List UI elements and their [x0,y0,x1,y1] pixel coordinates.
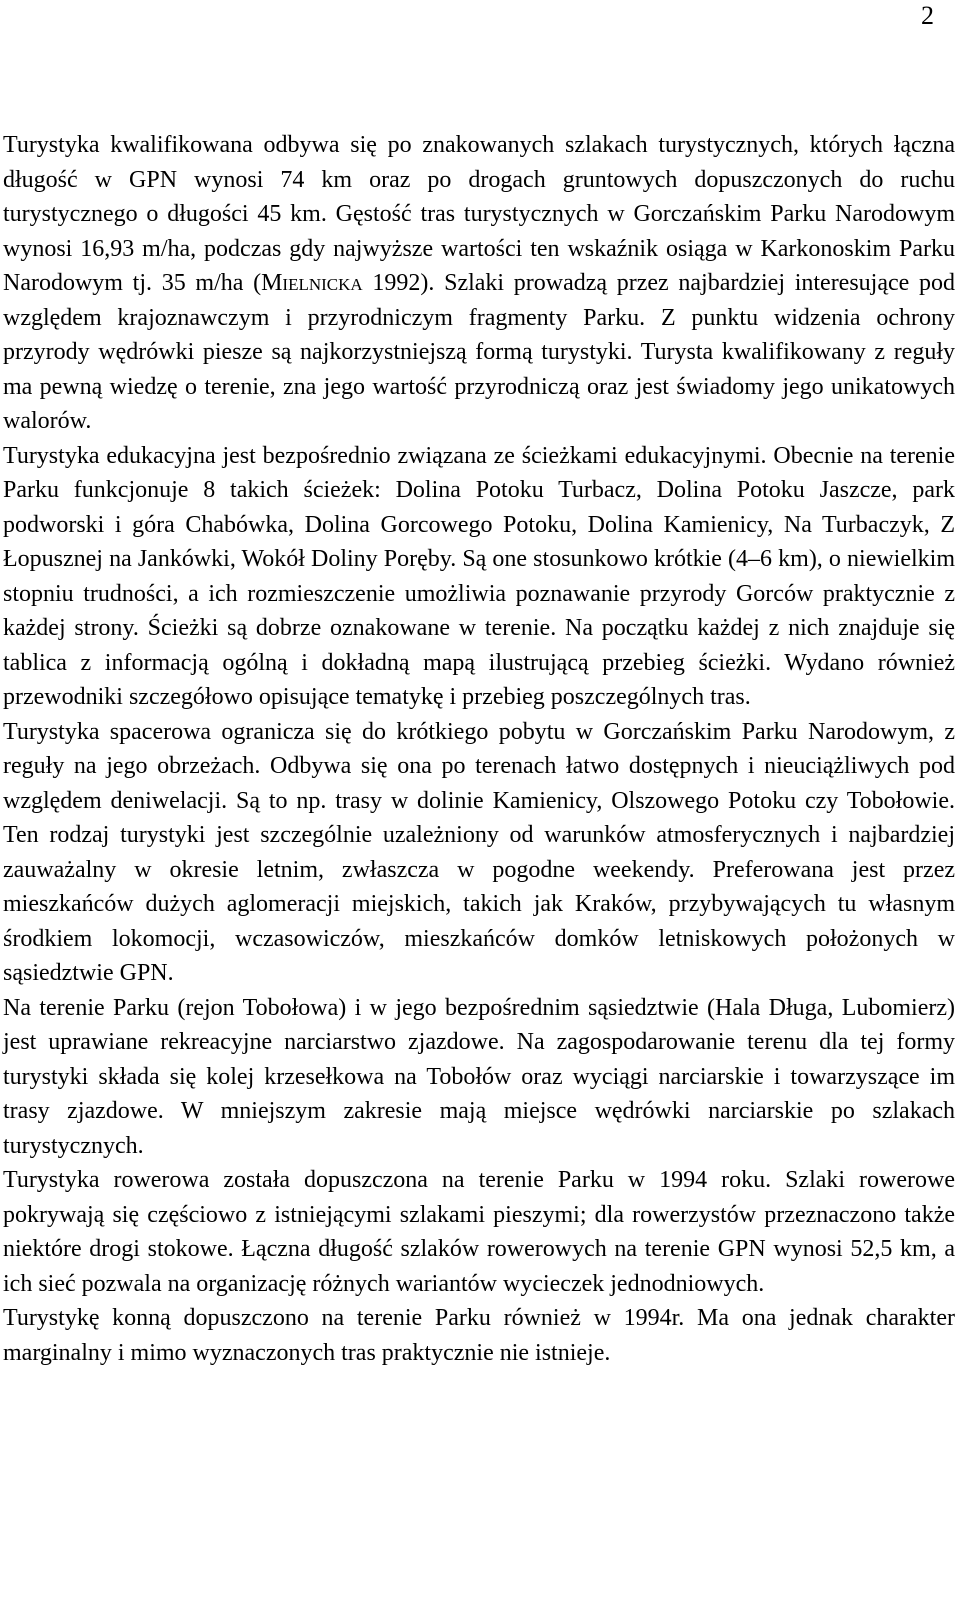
paragraph-ski-tourism: Na terenie Parku (rejon Tobołowa) i w jego bezpośrednim sąsiedztwie (Hala Długa, Lubomierz) jest uprawiane rekreacyjne narciarstwo zjazdowe. Na zagospodarowanie terenu dla tej formy turystyki składa się kolej krzesełkowa na Tobołów oraz wyciągi narciarskie i towarzyszące im trasy zjazdowe. W mniejszym zakresie mają miejsce wędrówki narciarskie po szlakach turystycznych. [3,994,955,1159]
citation-author: Mielnicka [261,270,363,296]
paragraph-text: 1992). Szlaki prowadzą przez najbardziej interesujące pod względem krajoznawczym i przyrodniczym fragmenty Parku. Z punktu widzenia ochrony przyrody wędrówki piesze są najkorzystniejszą formą turystyki. Turysta kwalifikowany z reguły ma pewną wiedzę o terenie, zna jego wartość przyrodniczą oraz jest świadomy jego unikatowych walorów. [3,270,955,434]
paragraph-bicycle-tourism: Turystyka rowerowa została dopuszczona na terenie Parku w 1994 roku. Szlaki rowerowe pokrywają się częściowo z istniejącymi szlakami pieszymi; dla rowerzystów przeznaczono także niektóre drogi stokowe. Łączna długość szlaków rowerowych na terenie GPN wynosi 52,5 km, a ich sieć pozwala na organizację różnych wariantów wycieczek jednodniowych. [3,1167,955,1297]
paragraph-text: Turystyka kwalifikowana odbywa się po znakowanych szlakach turystycznych, których łączna długość w GPN wynosi 74 km oraz po drogach gruntowych dopuszczonych do ruchu turystycznego o długości 45 km. Gęstość tras turystycznych w Gorczańskim Parku Narodowym wynosi 16,93 m/ha, podczas gdy najwyższe wartości ten wskaźnik osiąga w Karkonoskim Parku Narodowym tj. 35 m/ha ( [3,132,955,296]
document-body [3,128,955,1370]
paragraph-qualified-tourism [3,128,955,439]
paragraph-educational-tourism: Turystyka edukacyjna jest bezpośrednio związana ze ścieżkami edukacyjnymi. Obecnie na terenie Parku funkcjonuje 8 takich ścieżek: Dolina Potoku Turbacz, Dolina Potoku Jaszcze, park podworski i góra Chabówka, Dolina Gorcowego Potoku, Dolina Kamienicy, Na Turbaczyk, Z Łopusznej na Jankówki, Wokół Doliny Poręby. Są one stosunkowo krótkie (4–6 km), o niewielkim stopniu trudności, a ich rozmieszczenie umożliwia poznawanie przyrody Gorców praktycznie z każdej strony. Ścieżki są dobrze oznakowane w terenie. Na początku każdej z nich znajduje się tablica z informacją ogólną i dokładną mapą ilustrującą przebieg ścieżki. Wydano również przewodniki szczegółowo opisujące tematykę i przebieg poszczególnych tras. [3,442,955,710]
paragraph-horse-tourism: Turystykę konną dopuszczono na terenie Parku również w 1994r. Ma ona jednak charakter marginalny i mimo wyznaczonych tras praktycznie nie istnieje. [3,1305,955,1366]
page-number: 2 [921,1,934,30]
paragraph-walking-tourism: Turystyka spacerowa ogranicza się do krótkiego pobytu w Gorczańskim Parku Narodowym, z reguły na jego obrzeżach. Odbywa się ona po terenach łatwo dostępnych i nieuciążliwych pod względem deniwelacji. Są to np. trasy w dolinie Kamienicy, Olszowego Potoku czy Tobołowie. Ten rodzaj turystyki jest szczególnie uzależniony od warunków atmosferycznych i najbardziej zauważalny w okresie letnim, zwłaszcza w pogodne weekendy. Preferowana jest przez mieszkańców dużych aglomeracji miejskich, takich jak Kraków, przybywających tu własnym środkiem lokomocji, wczasowiczów, mieszkańców domków letniskowych położonych w sąsiedztwie GPN. [3,718,955,986]
